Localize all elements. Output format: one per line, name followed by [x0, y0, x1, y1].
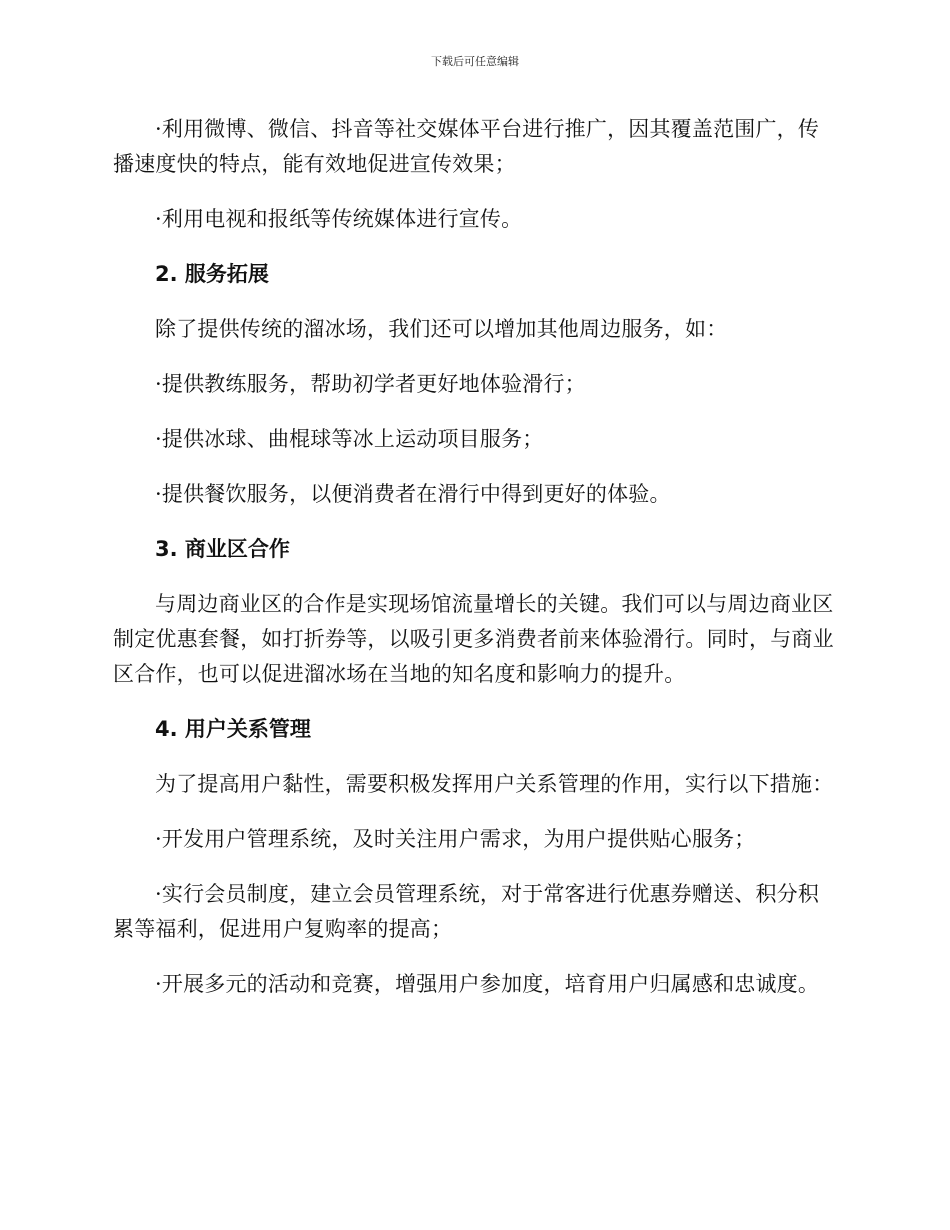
service-expansion-intro: 除了提供传统的溜冰场，我们还可以增加其他周边服务，如：	[155, 317, 728, 341]
section-heading-business-partnership: 3. 商业区合作	[155, 537, 290, 561]
paragraph-spacing	[113, 947, 835, 967]
user-management-bullet: ·开发用户管理系统，及时关注用户需求，为用户提供贴心服务；	[155, 827, 756, 851]
paragraph-spacing	[113, 402, 835, 422]
catering-service-bullet: ·提供餐饮服务，以便消费者在滑行中得到更好的体验。	[155, 482, 671, 506]
paragraph-spacing	[113, 347, 835, 367]
section-heading-user-relations: 4. 用户关系管理	[155, 717, 311, 741]
business-partnership-paragraph: 与周边商业区的合作是实现场馆流量增长的关键。我们可以与周边商业区制定优惠套餐，如打折券等，以吸引更多消费者前来体验滑行。同时，与商业区合作，也可以促进溜冰场在当地的知名度和影响力的提升。	[113, 592, 834, 686]
paragraph-spacing	[113, 802, 835, 822]
activities-bullet: ·开展多元的活动和竞赛，增强用户参加度，培育用户归属感和忠诚度。	[155, 972, 820, 996]
paragraph-spacing	[113, 857, 835, 877]
ice-sports-service-bullet: ·提供冰球、曲棍球等冰上运动项目服务；	[155, 427, 544, 451]
paragraph-spacing	[113, 457, 835, 477]
paragraph-spacing	[113, 567, 835, 587]
paragraph-spacing	[113, 512, 835, 532]
paragraph-spacing	[113, 182, 835, 202]
social-media-bullet: ·利用微博、微信、抖音等社交媒体平台进行推广，因其覆盖范围广，传播速度快的特点，能有效地促进宣传效果；	[113, 117, 820, 176]
traditional-media-bullet: ·利用电视和报纸等传统媒体进行宣传。	[155, 207, 523, 231]
paragraph-spacing	[113, 692, 835, 712]
paragraph-spacing	[113, 292, 835, 312]
paragraph-spacing	[113, 747, 835, 767]
paragraph-spacing	[113, 237, 835, 257]
coaching-service-bullet: ·提供教练服务，帮助初学者更好地体验滑行；	[155, 372, 586, 396]
user-relations-intro: 为了提高用户黏性，需要积极发挥用户关系管理的作用，实行以下措施：	[155, 772, 834, 796]
section-heading-service-expansion: 2. 服务拓展	[155, 262, 269, 286]
document-body	[113, 112, 835, 1002]
membership-bullet: ·实行会员制度，建立会员管理系统，对于常客进行优惠券赠送、积分积累等福利，促进用户复购率的提高；	[113, 882, 820, 941]
page-header: 下载后可任意编辑	[431, 55, 519, 68]
